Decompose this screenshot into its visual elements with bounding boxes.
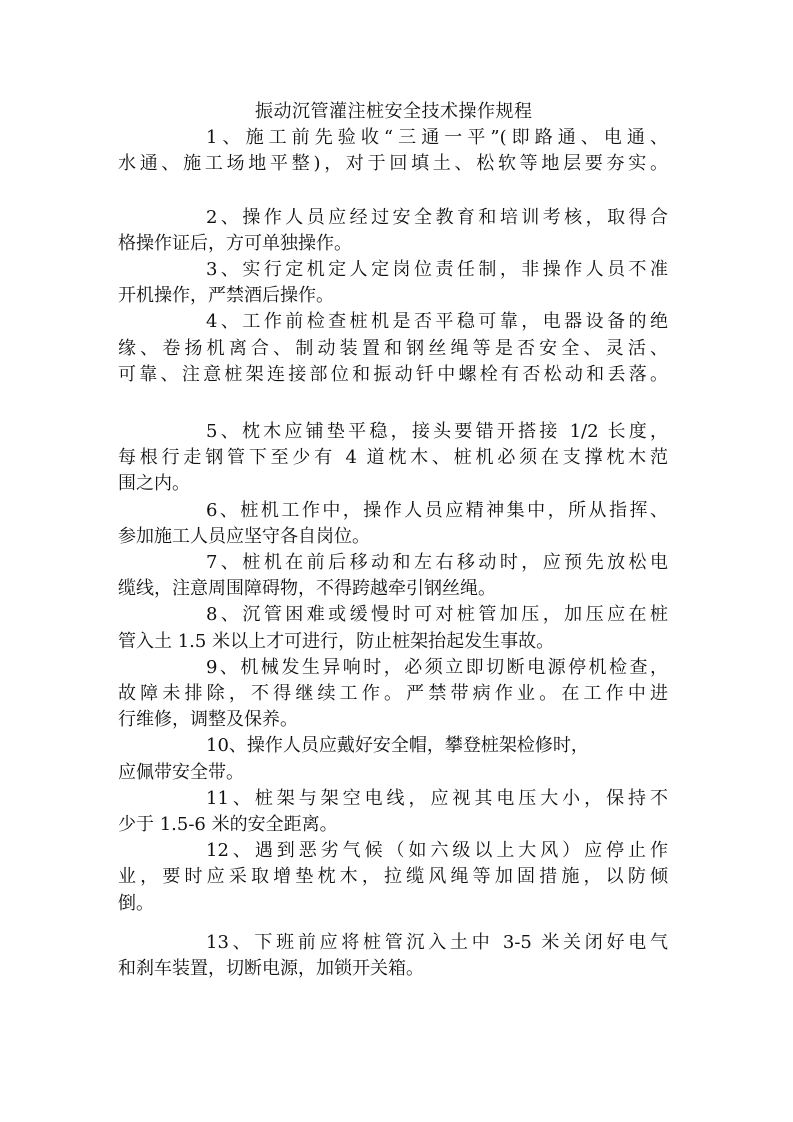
paragraph-line: 9、机械发生异响时，必须立即切断电源停机检查， <box>206 656 668 678</box>
paragraph-12 <box>118 838 668 917</box>
paragraph-13 <box>118 930 668 982</box>
paragraph-line: 格操作证后，方可单独操作。 <box>118 232 352 254</box>
paragraph-1 <box>118 125 668 177</box>
paragraph-line: 参加施工人员应坚守各自岗位。 <box>118 525 370 547</box>
paragraph-6 <box>118 498 668 550</box>
paragraph-7 <box>118 550 668 602</box>
paragraph-line: 缘、卷扬机离合、制动装置和钢丝绳等是否安全、灵活、 <box>118 337 668 359</box>
paragraph-line: 围之内。 <box>118 473 190 495</box>
paragraph-line: 应佩带安全带。 <box>118 761 244 783</box>
document-page <box>118 99 668 982</box>
paragraph-line: 管入土 1.5 米以上才可进行，防止桩架抬起发生事故。 <box>118 630 555 652</box>
paragraph-8 <box>118 602 668 654</box>
paragraph-line: 8、沉管困难或缓慢时可对桩管加压，加压应在桩 <box>206 604 668 626</box>
paragraph-line: 缆线，注意周围障碍物，不得跨越牵引钢丝绳。 <box>118 578 496 600</box>
paragraph-line: 开机操作，严禁酒后操作。 <box>118 285 334 307</box>
paragraph-line: 13、下班前应将桩管沉入土中 3-5 米关闭好电气 <box>206 931 668 953</box>
paragraph-line: 水通、施工场地平整)，对于回填土、松软等地层要夯实。 <box>118 153 668 175</box>
paragraph-4 <box>118 309 668 388</box>
paragraph-line: 行维修，调整及保养。 <box>118 709 298 731</box>
document-title: 振动沉管灌注桩安全技术操作规程 <box>255 101 533 122</box>
paragraph-10 <box>118 733 668 785</box>
paragraph-line: 10、操作人员应戴好安全帽，攀登桩架检修时， <box>206 735 589 757</box>
paragraph-11 <box>118 786 668 838</box>
paragraph-9 <box>118 655 668 734</box>
paragraph-line: 7、桩机在前后移动和左右移动时，应预先放松电 <box>206 552 668 574</box>
paragraph-line: 和刹车装置，切断电源，加锁开关箱。 <box>118 958 424 980</box>
paragraph-line: 业，要时应采取增垫枕木，拉缆风绳等加固措施，以防倾 <box>118 866 668 888</box>
paragraph-line: 可靠、注意桩架连接部位和振动钎中螺栓有否松动和丢落。 <box>118 363 668 385</box>
paragraph-2 <box>118 205 668 257</box>
paragraph-5 <box>118 419 668 498</box>
paragraph-line: 少于 1.5-6 米的安全距离。 <box>118 814 338 836</box>
paragraph-line: 每根行走钢管下至少有 4 道枕木、桩机必须在支撑枕木范 <box>118 447 668 469</box>
paragraph-line: 倒。 <box>118 892 154 914</box>
paragraph-3 <box>118 257 668 309</box>
paragraph-line: 故障未排除，不得继续工作。严禁带病作业。在工作中进 <box>118 683 668 705</box>
paragraph-line: 4、工作前检查桩机是否平稳可靠，电器设备的绝 <box>206 311 668 333</box>
paragraph-line: 3、实行定机定人定岗位责任制，非操作人员不准 <box>206 259 668 281</box>
paragraph-line: 2、操作人员应经过安全教育和培训考核，取得合 <box>206 206 668 228</box>
paragraph-line: 11、桩架与架空电线，应视其电压大小，保持不 <box>206 787 668 809</box>
paragraph-line: 6、桩机工作中，操作人员应精神集中，所从指挥、 <box>206 499 668 521</box>
paragraph-line: 5、枕木应铺垫平稳，接头要错开搭接 1/2 长度， <box>206 421 668 443</box>
paragraph-line: 12、遇到恶劣气候（如六级以上大风）应停止作 <box>206 840 668 862</box>
paragraph-line: 1、施工前先验收“三通一平”(即路通、电通、 <box>206 127 668 149</box>
